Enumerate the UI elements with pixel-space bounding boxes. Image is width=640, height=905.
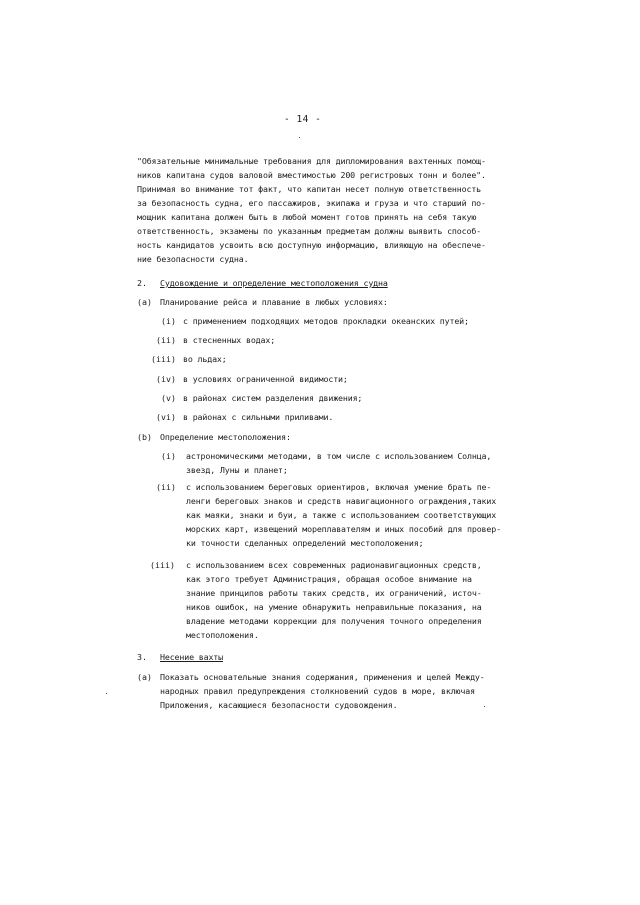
paragraph-line: Показать основательные знания содержания, применения и целей Между- [160, 672, 485, 682]
intro-line: Принимая во внимание тот факт, что капитан несет полную ответственность [137, 184, 482, 194]
list-item: в районах систем разделения движения; [183, 393, 363, 403]
list-item-line: звезд, Луны и планет; [186, 465, 288, 475]
section2-number: 2. [137, 278, 147, 288]
list-item: в стесненных водах; [183, 335, 276, 345]
intro-line: за безопасность судна, его пассажиров, экипажа и груза и что старший по- [137, 198, 486, 208]
list-item-line: местоположения. [186, 630, 259, 640]
list-item-line: ленги береговых знаков и средств навигационного ограждения,таких [186, 496, 497, 506]
intro-line: ников капитана судов валовой вместимостью 200 регистровых тонн и более". [137, 170, 486, 180]
intro-line: ность кандидатов усвоить всю доступную информацию, влияющую на обеспече- [137, 240, 486, 250]
section2-b-marker: (b) [137, 432, 152, 442]
intro-line: мощник капитана должен быть в любой момент готов принять на себя такую [137, 212, 477, 222]
intro-line: "Обязательные минимальные требования для дипломирования вахтенных помощ- [137, 156, 486, 166]
list-marker: (i) [161, 316, 176, 326]
section3-a-marker: (a) [137, 672, 152, 682]
section3-number: 3. [137, 652, 147, 662]
list-item: в условиях ограниченной видимости; [183, 374, 348, 384]
list-item-line: как маяки, знаки и буи, а также с использованием соответствующих [186, 510, 497, 520]
section2-a-text: Планирование рейса и плавание в любых условиях: [160, 297, 388, 307]
list-marker: (iii) [151, 354, 176, 364]
list-item-line: ки точности сделанных определений местоположения; [186, 538, 424, 548]
paragraph-line: народных правил предупреждения столкновений судов в море, включая [160, 686, 475, 696]
page-number: - 14 - [284, 114, 322, 125]
list-item-line: владение методами коррекции для получения точного определения [186, 616, 482, 626]
list-item-line: с использованием всех современных радионавигационных средств, [186, 560, 482, 570]
section2-b-text: Определение местоположения: [160, 432, 291, 442]
list-item: с применением подходящих методов прокладки океанских путей; [183, 316, 469, 326]
list-item-line: морских карт, извещений мореплавателям и иных пособий для провер- [186, 524, 501, 534]
list-item: во льдах; [183, 354, 227, 364]
list-item-line: с использованием береговых ориентиров, включая умение брать пе- [186, 482, 492, 492]
list-item: в районах с сильными приливами. [183, 412, 334, 422]
list-marker: (ii) [156, 482, 176, 492]
section3-title: Несение вахты [160, 652, 223, 662]
scan-speck [484, 706, 485, 707]
list-item-line: знание принципов работы таких средств, их ограничений, источ- [186, 588, 482, 598]
paragraph-line: Приложения, касающиеся безопасности судовождения. [160, 700, 398, 710]
intro-line: ние безопасности судна. [137, 254, 249, 264]
list-item-line: как этого требует Администрация, обращая особое внимание на [186, 574, 472, 584]
scan-speck [299, 137, 300, 138]
list-marker: (ii) [156, 335, 176, 345]
list-marker: (i) [161, 451, 176, 461]
list-marker: (vi) [156, 412, 176, 422]
section2-title: Судовождение и определение местоположения судна [160, 278, 388, 288]
section2-a-marker: (a) [137, 297, 152, 307]
list-item-line: ников ошибок, на умение обнаружить неправильные показания, на [186, 602, 482, 612]
scan-speck [106, 693, 107, 694]
list-item-line: астрономическими методами, в том числе с использованием Солнца, [186, 451, 492, 461]
list-marker: (iv) [156, 374, 176, 384]
list-marker: (v) [161, 393, 176, 403]
list-marker: (iii) [150, 560, 175, 570]
intro-line: ответственность, экзамены по указанным предметам должны выявить способ- [137, 226, 482, 236]
